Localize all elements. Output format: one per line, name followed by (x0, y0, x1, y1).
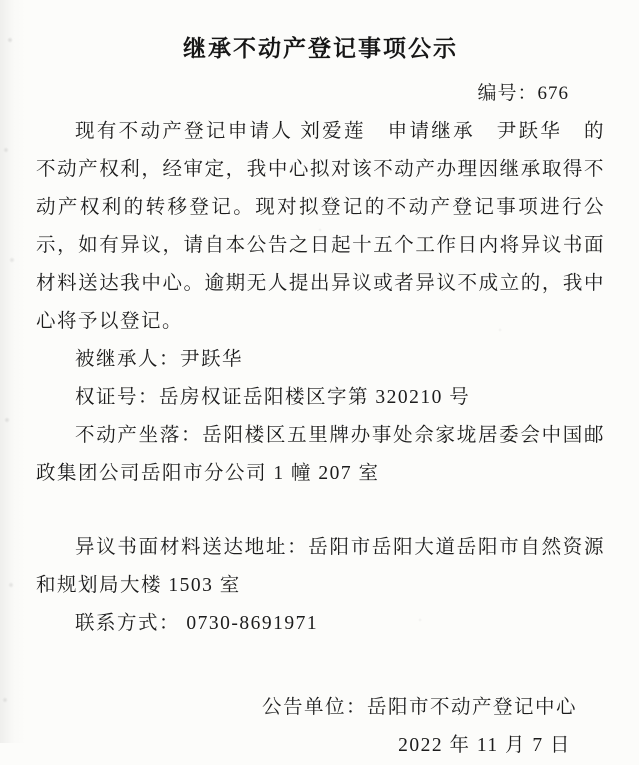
issuing-unit: 公告单位：岳阳市不动产登记中心 (261, 697, 577, 718)
field-certificate-number: 权证号：岳房权证岳阳楼区字第 320210 号 (75, 387, 471, 408)
notice-body-paragraph: 现有不动产登记申请人 刘爱莲 申请继承 尹跃华 的不动产权利，经审定，我中心拟对该不动产办理因继承取得不动产权利的转移登记。现对拟登记的不动产登记事项进行公示，如有异议，请自本公告之日起十五个工作日内将异议书面材料送达我中心。逾期无人提出异议或者异议不成立的，我中心将予以登记。 (36, 121, 605, 332)
page-title: 继承不动产登记事项公示 (183, 35, 458, 61)
footer-section (36, 689, 605, 765)
issue-date: 2022 年 11 月 7 日 (398, 735, 571, 756)
delivery-address: 异议书面材料送达地址：岳阳市岳阳大道岳阳市自然资源和规划局大楼 1503 室 (36, 537, 605, 596)
delivery-section (36, 529, 605, 643)
contact-info: 联系方式： 0730-8691971 (75, 613, 319, 634)
field-decedent: 被继承人：尹跃华 (75, 349, 244, 370)
field-property-location: 不动产坐落：岳阳楼区五里牌办事处佘家垅居委会中国邮政集团公司岳阳市分公司 1 幢 207 室 (36, 425, 605, 484)
notice-number: 编号：676 (477, 83, 569, 104)
